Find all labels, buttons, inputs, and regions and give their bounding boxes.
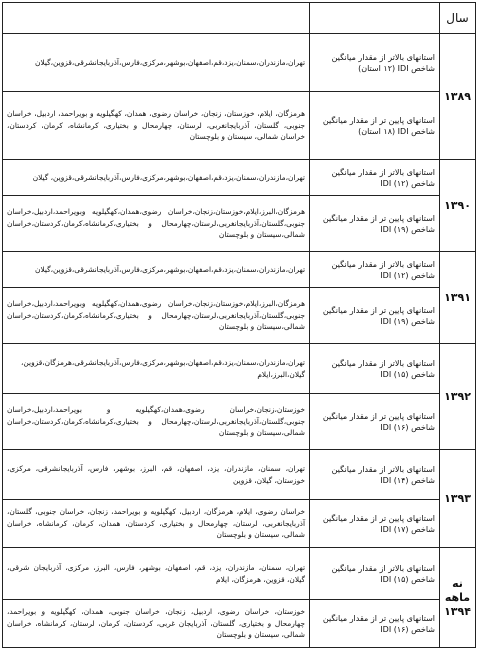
table-row xyxy=(3,600,476,648)
year-cell: ۱۳۹۳ xyxy=(440,450,476,548)
year-header: سال xyxy=(440,3,476,34)
year-cell: نه ماهه ۱۳۹۴ xyxy=(440,548,476,648)
year-cell: ۱۳۸۹ xyxy=(440,34,476,160)
criteria-cell: استانهای بالاتر از مقدار میانگین شاخص IDI (۱۲ استان) xyxy=(310,34,440,92)
table-row xyxy=(3,196,476,252)
provinces-cell: تهران،مازندران،سمنان،یزد،قم،اصفهان،بوشهر،مرکزی،فارس،آذربایجانشرقی،قزوین،گیلان xyxy=(3,252,310,288)
table-header-row xyxy=(3,3,476,34)
table-body xyxy=(3,34,476,648)
table-row xyxy=(3,394,476,450)
provinces-cell: تهران، سمنان، مازندران، یزد، قم، اصفهان، بوشهر، فارس، البرز، مرکزی، آذربایجان شرقی، گیلان، قزوین، هرمزگان، ایلام xyxy=(3,548,310,600)
criteria-cell: استانهای پایین تر از مقدار میانگین شاخص IDI (۱۷) xyxy=(310,500,440,548)
criteria-cell: استانهای بالاتر از مقدار میانگین شاخص IDI (۱۲) xyxy=(310,252,440,288)
provinces-cell: تهران،مازندران،سمنان،یزد،قم،اصفهان،بوشهر،مرکزی،فارس،آذربایجانشرقی،هرمزگان،قزوین، گیلان،البرز،ایلام xyxy=(3,344,310,394)
criteria-header xyxy=(310,3,440,34)
table-row xyxy=(3,252,476,288)
table-row xyxy=(3,92,476,160)
criteria-cell: استانهای بالاتر از مقدار میانگین شاخص IDI (۱۵) xyxy=(310,548,440,600)
year-cell: ۱۳۹۰ xyxy=(440,160,476,252)
provinces-cell: هرمزگان،البرز،ایلام،خوزستان،زنجان،خراسان رضوی،همدان،کهگیلویه وبویراحمد،اردبیل،خراسان جنوبی،گلستان،آذربایجانغربی،لرستان،چهارمحال و بختیاری،کرمانشاه،کرمان،کردستان،خراسان شمالی،سیستان و بلوچستان xyxy=(3,196,310,252)
provinces-cell: خوزستان، خراسان رضوی، اردبیل، زنجان، خراسان جنوبی، همدان، کهگیلویه و بویراحمد، چهارمحال و بختیاری، گلستان، آذربایجان غربی، کردستان، کرمان، لرستان، کرمانشاه، خراسان شمالی، سیستان و بلوچستان xyxy=(3,600,310,648)
table-row xyxy=(3,160,476,196)
provinces-header xyxy=(3,3,310,34)
provinces-cell: هرمزگان، ایلام، خوزستان، زنجان، خراسان رضوی، همدان، کهگیلویه و بویراحمد، اردبیل، خراسان جنوبی، گلستان، آذربایجانغربی، لرستان، چهارمحال و بختیاری، کرمانشاه، کرمان، کردستان، خراسان شمالی، سیستان و بلوچستان xyxy=(3,92,310,160)
table-row xyxy=(3,450,476,500)
provinces-cell: خوزستان،زنجان،خراسان رضوی،همدان،کهگیلویه و بویراحمد،اردبیل،خراسان جنوبی،گلستان،آذربایجانغربی،لرستان،چهارمحال و بختیاری،کرمانشاه،کرمان،کردستان،خراسان شمالی،سیستان و بلوچستان xyxy=(3,394,310,450)
table-row xyxy=(3,344,476,394)
year-cell: ۱۳۹۱ xyxy=(440,252,476,344)
table-row xyxy=(3,500,476,548)
provinces-cell: تهران،مازندران،سمنان،یزد،قم،اصفهان،بوشهر،مرکزی،فارس،آذربایجانشرقی،قزوین،گیلان xyxy=(3,34,310,92)
criteria-cell: استانهای پایین تر از مقدار میانگین شاخص IDI (۱۶) xyxy=(310,394,440,450)
criteria-cell: استانهای بالاتر از مقدار میانگین شاخص IDI (۱۴) xyxy=(310,450,440,500)
idi-provinces-table xyxy=(2,2,476,648)
provinces-cell: هرمزگان،البرز،ایلام،خوزستان،زنجان،خراسان رضوی،همدان،کهگیلویه وبویراحمد،اردبیل،خراسان جنوبی،گلستان،آذربایجانغربی،لرستان،چهارمحال و بختیاری،کرمانشاه،کرمان،کردستان،خراسان شمالی،سیستان و بلوچستان xyxy=(3,288,310,344)
table-row xyxy=(3,288,476,344)
table-row xyxy=(3,34,476,92)
provinces-cell: خراسان رضوی، ایلام، هرمزگان، اردبیل، کهگیلویه و بویراحمد، زنجان، خراسان جنوبی، گلستان، آذربایجانغربی، لرستان، چهارمحال و بختیاری، کردستان، همدان، کرمان، کرمانشاه، خراسان شمالی، سیستان و بلوچستان xyxy=(3,500,310,548)
criteria-cell: استانهای بالاتر از مقدار میانگین شاخص IDI (۱۲) xyxy=(310,160,440,196)
provinces-cell: تهران، سمنان، مازندران، یزد، اصفهان، قم، البرز، بوشهر، فارس، آذربایجانشرقی، مرکزی، خوزستان، گیلان، قزوین xyxy=(3,450,310,500)
criteria-cell: استانهای پایین تر از مقدار میانگین شاخص IDI (۱۹) xyxy=(310,288,440,344)
criteria-cell: استانهای پایین تر از مقدار میانگین شاخص IDI (۱۸ استان) xyxy=(310,92,440,160)
criteria-cell: استانهای پایین تر از مقدار میانگین شاخص IDI (۱۹) xyxy=(310,196,440,252)
criteria-cell: استانهای بالاتر از مقدار میانگین شاخص IDI (۱۵) xyxy=(310,344,440,394)
provinces-cell: تهران،مازندران،سمنان،یزد،قم،اصفهان،بوشهر،مرکزی،فارس،آذربایجانشرقی،قزوین، گیلان xyxy=(3,160,310,196)
year-cell: ۱۳۹۲ xyxy=(440,344,476,450)
criteria-cell: استانهای پایین تر از مقدار میانگین شاخص IDI (۱۶) xyxy=(310,600,440,648)
table-row xyxy=(3,548,476,600)
